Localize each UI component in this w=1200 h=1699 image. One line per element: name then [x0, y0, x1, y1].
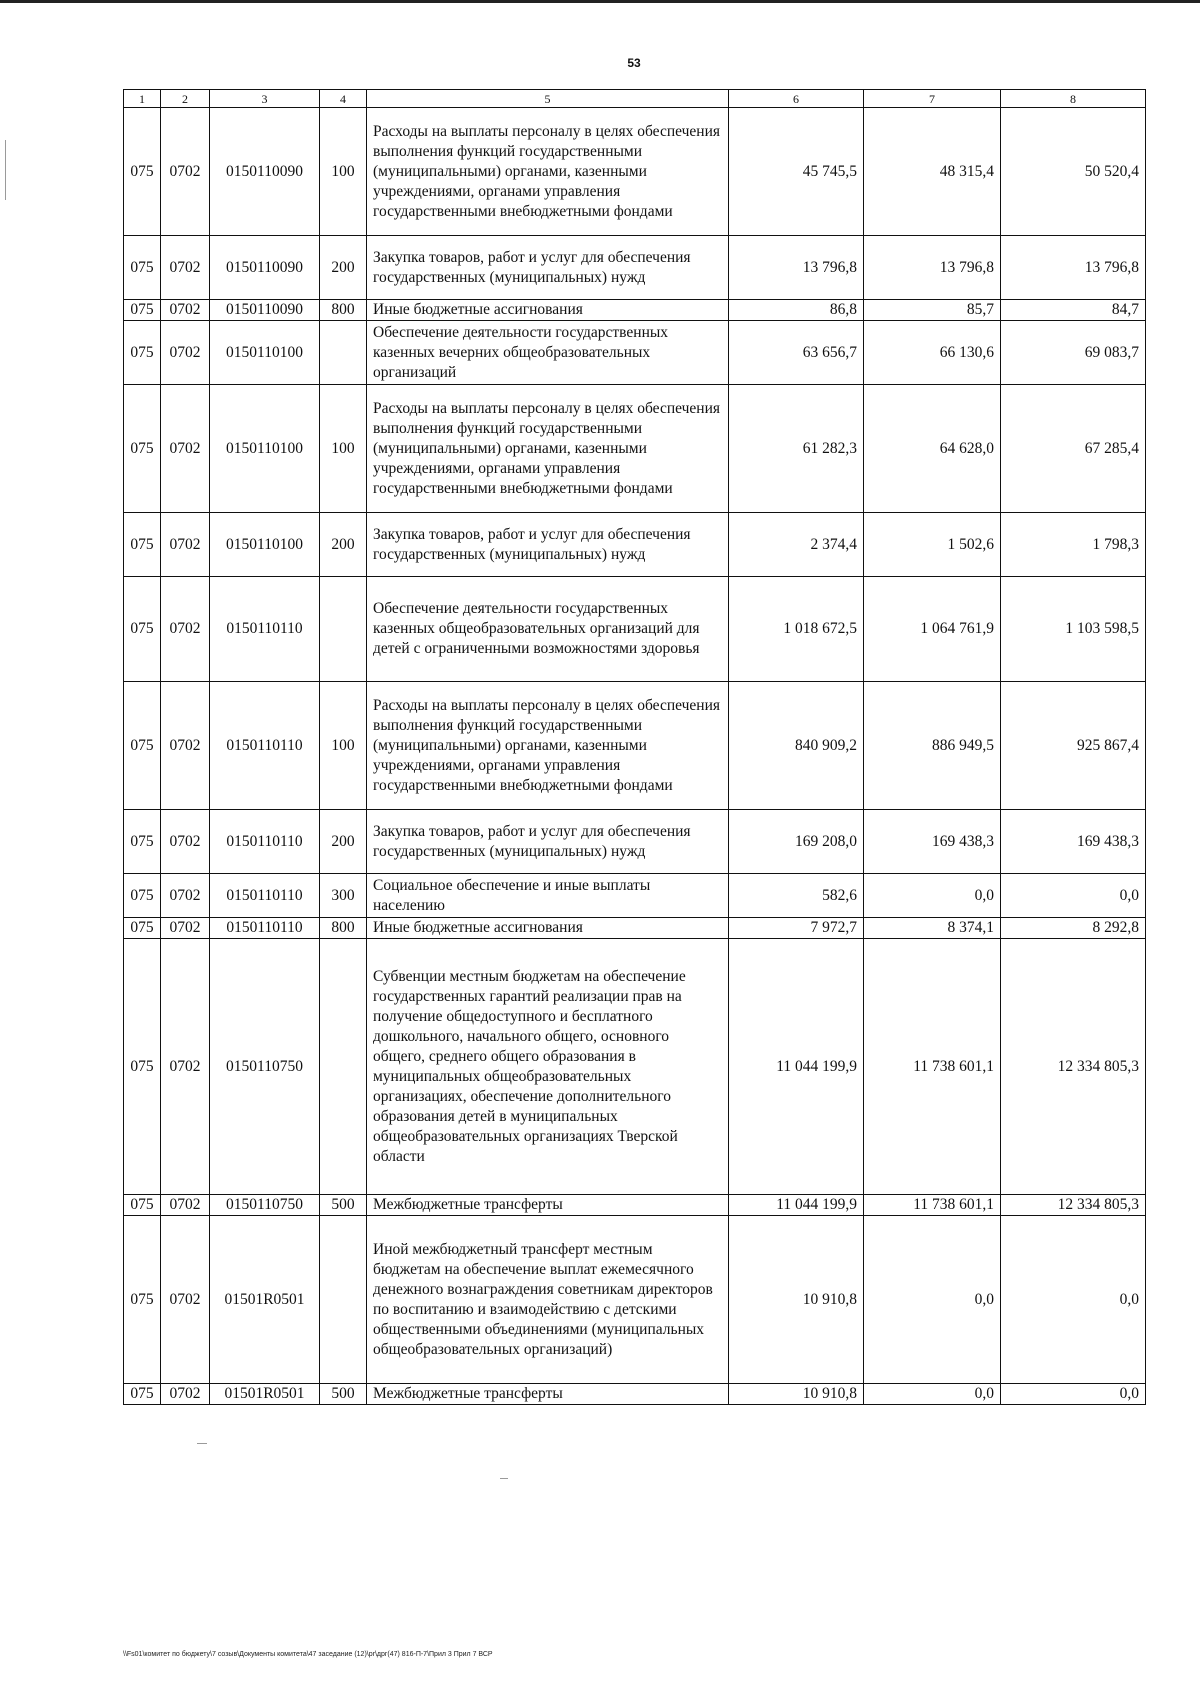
amount-col8: 0,0	[1001, 1384, 1146, 1405]
column-header-7: 7	[864, 90, 1001, 108]
section-code: 0702	[161, 810, 210, 874]
amount-col8: 8 292,8	[1001, 918, 1146, 939]
expense-type-code: 100	[320, 385, 367, 513]
ministry-code: 075	[124, 1195, 161, 1216]
section-code: 0702	[161, 236, 210, 300]
expense-description: Межбюджетные трансферты	[367, 1384, 729, 1405]
target-article-code: 0150110100	[210, 321, 320, 385]
amount-col7: 1 064 761,9	[864, 577, 1001, 682]
target-article-code: 0150110750	[210, 939, 320, 1195]
section-code: 0702	[161, 1384, 210, 1405]
amount-col8: 13 796,8	[1001, 236, 1146, 300]
page-number: 53	[627, 56, 641, 70]
expense-description: Иные бюджетные ассигнования	[367, 918, 729, 939]
column-header-2: 2	[161, 90, 210, 108]
amount-col6: 2 374,4	[729, 513, 864, 577]
amount-col6: 10 910,8	[729, 1384, 864, 1405]
target-article-code: 0150110090	[210, 300, 320, 321]
amount-col7: 169 438,3	[864, 810, 1001, 874]
section-code: 0702	[161, 385, 210, 513]
page-top-border	[0, 0, 1200, 3]
expense-description: Обеспечение деятельности государственных казенных вечерних общеобразовательных организаций	[367, 321, 729, 385]
section-code: 0702	[161, 300, 210, 321]
amount-col6: 582,6	[729, 874, 864, 918]
ministry-code: 075	[124, 939, 161, 1195]
section-code: 0702	[161, 1195, 210, 1216]
section-code: 0702	[161, 918, 210, 939]
amount-col6: 13 796,8	[729, 236, 864, 300]
amount-col8: 84,7	[1001, 300, 1146, 321]
amount-col6: 1 018 672,5	[729, 577, 864, 682]
amount-col6: 45 745,5	[729, 108, 864, 236]
amount-col6: 63 656,7	[729, 321, 864, 385]
amount-col7: 48 315,4	[864, 108, 1001, 236]
ministry-code: 075	[124, 385, 161, 513]
section-code: 0702	[161, 874, 210, 918]
expense-type-code: 100	[320, 682, 367, 810]
amount-col7: 0,0	[864, 1384, 1001, 1405]
ministry-code: 075	[124, 1216, 161, 1384]
amount-col7: 8 374,1	[864, 918, 1001, 939]
table-row	[124, 513, 1146, 577]
section-code: 0702	[161, 1216, 210, 1384]
amount-col6: 11 044 199,9	[729, 1195, 864, 1216]
amount-col7: 66 130,6	[864, 321, 1001, 385]
table-row	[124, 577, 1146, 682]
amount-col8: 67 285,4	[1001, 385, 1146, 513]
expense-type-code: 200	[320, 810, 367, 874]
table-row	[124, 385, 1146, 513]
target-article-code: 0150110110	[210, 918, 320, 939]
expense-description: Субвенции местным бюджетам на обеспечение государственных гарантий реализации прав на получение общедоступного и бесплатного дошкольного, начального общего, основного общего, среднего общего образования в муниципальных общеобразовательных организациях, обеспечение дополнительного образования детей в муниципальных общеобразовательных организациях Тверской области	[367, 939, 729, 1195]
expense-type-code: 800	[320, 300, 367, 321]
amount-col7: 11 738 601,1	[864, 1195, 1001, 1216]
target-article-code: 0150110100	[210, 513, 320, 577]
table-row	[124, 300, 1146, 321]
table-row	[124, 1384, 1146, 1405]
amount-col8: 50 520,4	[1001, 108, 1146, 236]
section-code: 0702	[161, 513, 210, 577]
target-article-code: 01501R0501	[210, 1384, 320, 1405]
ministry-code: 075	[124, 1384, 161, 1405]
amount-col6: 10 910,8	[729, 1216, 864, 1384]
table-row	[124, 321, 1146, 385]
amount-col7: 11 738 601,1	[864, 939, 1001, 1195]
expense-type-code: 800	[320, 918, 367, 939]
amount-col7: 64 628,0	[864, 385, 1001, 513]
amount-col6: 86,8	[729, 300, 864, 321]
expense-description: Закупка товаров, работ и услуг для обеспечения государственных (муниципальных) нужд	[367, 810, 729, 874]
scan-artifact-line	[500, 1478, 508, 1479]
target-article-code: 0150110750	[210, 1195, 320, 1216]
target-article-code: 0150110110	[210, 577, 320, 682]
footer-file-path: \\Fs01\комитет по бюджету\7 созыв\Документы комитета\47 заседание (12)\pr\дрг(47) 816-П-7\Прил 3 Прил 7 ВСР	[123, 1651, 493, 1658]
ministry-code: 075	[124, 682, 161, 810]
expense-description: Обеспечение деятельности государственных казенных общеобразовательных организаций для детей с ограниченными возможностями здоровья	[367, 577, 729, 682]
expense-type-code	[320, 939, 367, 1195]
amount-col7: 0,0	[864, 1216, 1001, 1384]
scan-artifact-line	[197, 1443, 207, 1444]
amount-col8: 0,0	[1001, 874, 1146, 918]
section-code: 0702	[161, 682, 210, 810]
expense-description: Иной межбюджетный трансферт местным бюджетам на обеспечение выплат ежемесячного денежного вознаграждения советникам директоров по воспитанию и взаимодействию с детскими общественными объединениями (муниципальных общеобразовательных организаций)	[367, 1216, 729, 1384]
scan-artifact-line	[5, 140, 6, 200]
expense-type-code	[320, 321, 367, 385]
amount-col8: 12 334 805,3	[1001, 939, 1146, 1195]
expense-type-code	[320, 1216, 367, 1384]
section-code: 0702	[161, 321, 210, 385]
table-row	[124, 1216, 1146, 1384]
amount-col8: 925 867,4	[1001, 682, 1146, 810]
target-article-code: 0150110110	[210, 810, 320, 874]
budget-table	[123, 89, 1146, 1405]
amount-col8: 169 438,3	[1001, 810, 1146, 874]
amount-col8: 12 334 805,3	[1001, 1195, 1146, 1216]
expense-type-code: 300	[320, 874, 367, 918]
ministry-code: 075	[124, 108, 161, 236]
amount-col8: 1 798,3	[1001, 513, 1146, 577]
expense-description: Закупка товаров, работ и услуг для обеспечения государственных (муниципальных) нужд	[367, 236, 729, 300]
ministry-code: 075	[124, 874, 161, 918]
ministry-code: 075	[124, 810, 161, 874]
amount-col7: 1 502,6	[864, 513, 1001, 577]
table-row	[124, 874, 1146, 918]
amount-col7: 85,7	[864, 300, 1001, 321]
table-row	[124, 236, 1146, 300]
ministry-code: 075	[124, 577, 161, 682]
column-header-5: 5	[367, 90, 729, 108]
expense-type-code: 200	[320, 236, 367, 300]
target-article-code: 01501R0501	[210, 1216, 320, 1384]
section-code: 0702	[161, 577, 210, 682]
ministry-code: 075	[124, 300, 161, 321]
section-code: 0702	[161, 108, 210, 236]
expense-type-code: 100	[320, 108, 367, 236]
amount-col7: 13 796,8	[864, 236, 1001, 300]
ministry-code: 075	[124, 513, 161, 577]
amount-col8: 0,0	[1001, 1216, 1146, 1384]
column-header-1: 1	[124, 90, 161, 108]
target-article-code: 0150110110	[210, 682, 320, 810]
expense-type-code: 200	[320, 513, 367, 577]
target-article-code: 0150110110	[210, 874, 320, 918]
expense-description: Межбюджетные трансферты	[367, 1195, 729, 1216]
table-row	[124, 682, 1146, 810]
target-article-code: 0150110090	[210, 236, 320, 300]
table-row	[124, 810, 1146, 874]
expense-type-code: 500	[320, 1384, 367, 1405]
amount-col6: 61 282,3	[729, 385, 864, 513]
expense-description: Иные бюджетные ассигнования	[367, 300, 729, 321]
expense-type-code: 500	[320, 1195, 367, 1216]
column-header-3: 3	[210, 90, 320, 108]
table-row	[124, 108, 1146, 236]
amount-col6: 7 972,7	[729, 918, 864, 939]
amount-col7: 0,0	[864, 874, 1001, 918]
section-code: 0702	[161, 939, 210, 1195]
amount-col7: 886 949,5	[864, 682, 1001, 810]
expense-description: Расходы на выплаты персоналу в целях обеспечения выполнения функций государственными (муниципальными) органами, казенными учреждениями, органами управления государственными внебюджетными фондами	[367, 385, 729, 513]
amount-col8: 69 083,7	[1001, 321, 1146, 385]
table-row	[124, 939, 1146, 1195]
amount-col6: 169 208,0	[729, 810, 864, 874]
target-article-code: 0150110100	[210, 385, 320, 513]
table-row	[124, 1195, 1146, 1216]
expense-description: Расходы на выплаты персоналу в целях обеспечения выполнения функций государственными (муниципальными) органами, казенными учреждениями, органами управления государственными внебюджетными фондами	[367, 108, 729, 236]
table-header-row	[124, 90, 1146, 108]
ministry-code: 075	[124, 918, 161, 939]
expense-type-code	[320, 577, 367, 682]
expense-description: Расходы на выплаты персоналу в целях обеспечения выполнения функций государственными (муниципальными) органами, казенными учреждениями, органами управления государственными внебюджетными фондами	[367, 682, 729, 810]
ministry-code: 075	[124, 236, 161, 300]
amount-col6: 11 044 199,9	[729, 939, 864, 1195]
column-header-6: 6	[729, 90, 864, 108]
table-row	[124, 918, 1146, 939]
target-article-code: 0150110090	[210, 108, 320, 236]
expense-description: Закупка товаров, работ и услуг для обеспечения государственных (муниципальных) нужд	[367, 513, 729, 577]
column-header-4: 4	[320, 90, 367, 108]
amount-col8: 1 103 598,5	[1001, 577, 1146, 682]
amount-col6: 840 909,2	[729, 682, 864, 810]
column-header-8: 8	[1001, 90, 1146, 108]
ministry-code: 075	[124, 321, 161, 385]
expense-description: Социальное обеспечение и иные выплаты населению	[367, 874, 729, 918]
